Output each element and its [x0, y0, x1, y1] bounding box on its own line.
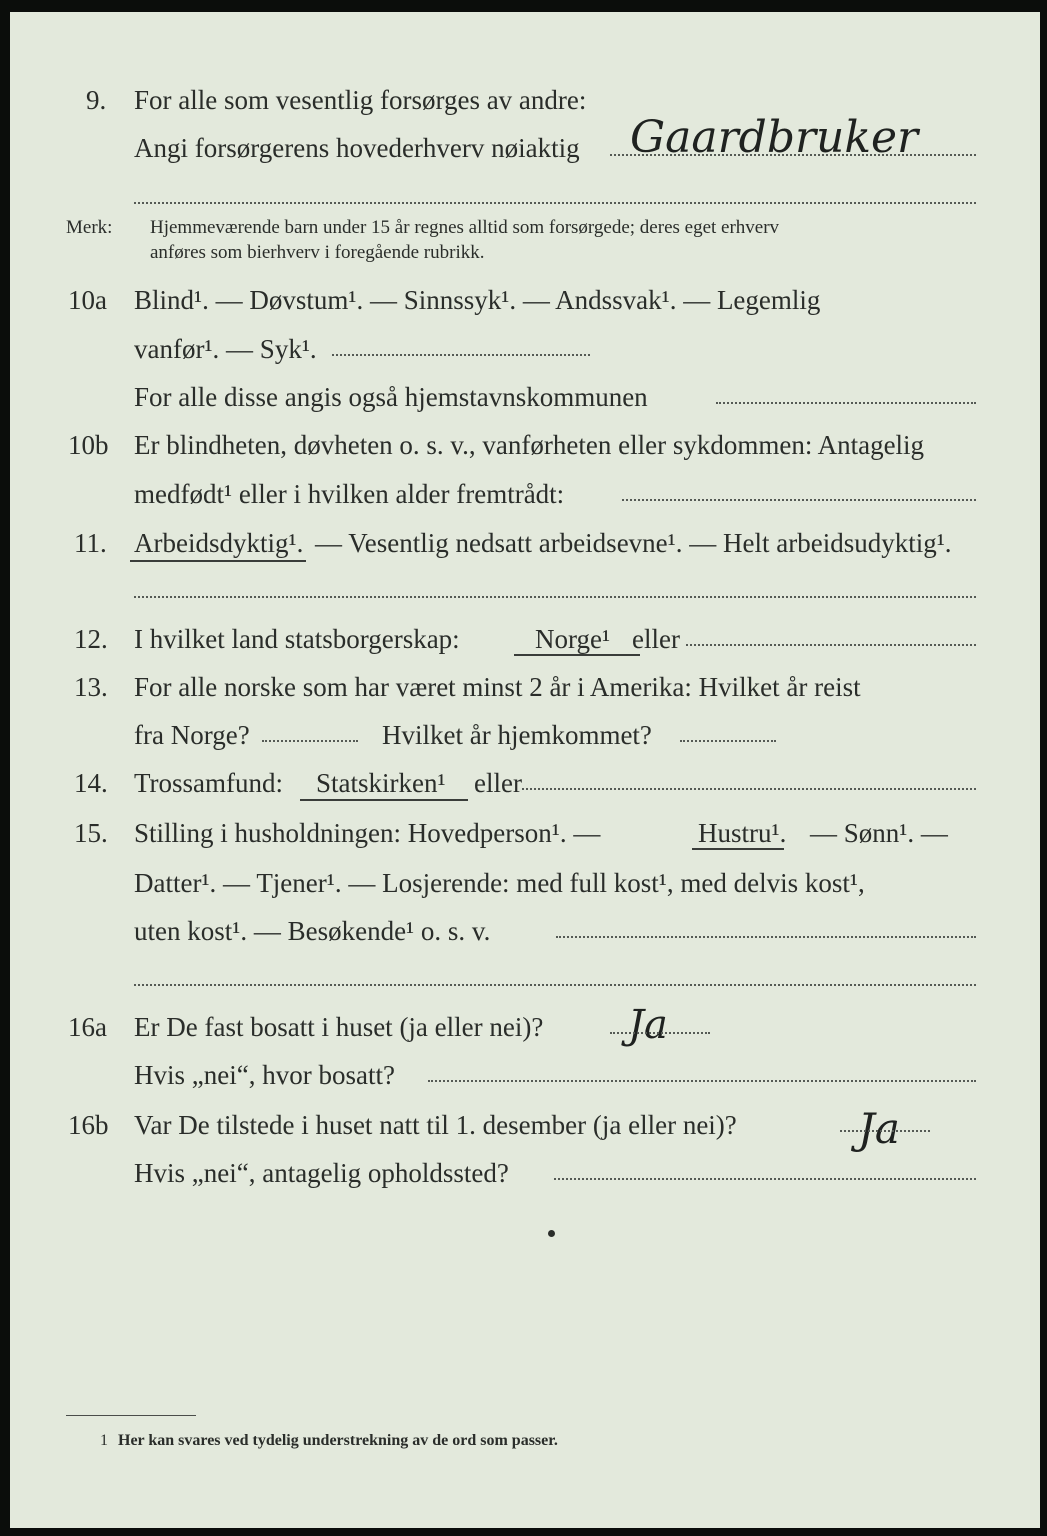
q14-answer-line — [522, 788, 976, 790]
q12-suffix: eller — [632, 624, 680, 654]
q16b-opholdssted-line — [554, 1178, 976, 1180]
q12-prefix: I hvilket land statsborgerskap: — [134, 624, 460, 654]
q10a-line3: For alle disse angis også hjemstavnskommunen — [134, 382, 648, 412]
q16b-answer-line — [840, 1130, 930, 1132]
q10a-number: 10a — [68, 285, 107, 315]
q12-number: 12. — [74, 624, 108, 654]
q11-extra-line — [134, 596, 976, 598]
q11-rest: — Vesentlig nedsatt arbeidsevne¹. — Helt arbeidsudyktig¹. — [315, 528, 952, 558]
q15-line1a: Stilling i husholdningen: Hovedperson¹. — — [134, 818, 601, 848]
q15-answer-line — [556, 936, 976, 938]
q16a-bosatt-line — [428, 1080, 976, 1082]
census-form-page — [10, 12, 1040, 1528]
q10a-syk-line — [332, 354, 590, 356]
q13-line2a: fra Norge? — [134, 720, 250, 750]
merk-line2: anføres som bierhverv i foregående rubrikk. — [150, 242, 485, 263]
q15-line3: uten kost¹. — Besøkende¹ o. s. v. — [134, 916, 491, 946]
q14-underline-mark — [300, 799, 468, 801]
q10b-answer-line — [622, 499, 976, 501]
q10b-line1: Er blindheten, døvheten o. s. v., vanførheten eller sykdommen: Antagelig — [134, 430, 925, 460]
merk-line1: Hjemmeværende barn under 15 år regnes alltid som forsørgede; deres eget erhverv — [150, 217, 780, 238]
q16b-line1: Var De tilstede i huset natt til 1. desember (ja eller nei)? — [134, 1110, 737, 1140]
footnote-text: Her kan svares ved tydelig understrekning av de ord som passer. — [118, 1432, 558, 1449]
q9-handwritten-answer: Gaardbruker — [630, 112, 919, 163]
q14-prefix: Trossamfund: — [134, 768, 284, 798]
q10a-kommune-line — [716, 402, 976, 404]
q16b-line2: Hvis „nei“, antagelig opholdssted? — [134, 1158, 509, 1188]
q15-line1c: — Sønn¹. — — [810, 818, 948, 848]
q11-option-arbeidsdyktig: Arbeidsdyktig¹. — [134, 528, 304, 558]
q15-number: 15. — [74, 818, 108, 848]
q13-reist-line — [262, 740, 358, 742]
merk-label: Merk: — [66, 217, 113, 238]
q16a-number: 16a — [68, 1012, 107, 1042]
q14-suffix: eller — [474, 768, 522, 798]
q15-underline-mark — [692, 848, 784, 850]
q9-line1: For alle som vesentlig forsørges av andre: — [134, 85, 587, 115]
footnote-mark: 1 — [100, 1432, 108, 1449]
q9-answer-line — [610, 154, 976, 156]
q12-answer-line — [686, 644, 976, 646]
q9-line2: Angi forsørgerens hovederhverv nøiaktig — [134, 133, 580, 163]
q15-line2: Datter¹. — Tjener¹. — Losjerende: med full kost¹, med delvis kost¹, — [134, 868, 865, 898]
q11-underline-mark — [130, 560, 306, 562]
q10b-number: 10b — [68, 430, 109, 460]
q13-line2b: Hvilket år hjemkommet? — [382, 720, 652, 750]
q11-number: 11. — [74, 528, 107, 558]
q15-extra-line — [134, 984, 976, 986]
q14-number: 14. — [74, 768, 108, 798]
q10b-line2: medfødt¹ eller i hvilken alder fremtrådt: — [134, 479, 565, 509]
q14-option-statskirken: Statskirken¹ — [316, 768, 446, 798]
ink-dot — [548, 1230, 555, 1237]
q15-option-hustru: Hustru¹. — [698, 818, 787, 848]
q16a-handwritten-answer: Ja — [628, 1002, 668, 1048]
q16b-handwritten-answer: Ja — [858, 1104, 900, 1153]
q10a-line2: vanfør¹. — Syk¹. — [134, 334, 317, 364]
q16a-line2: Hvis „nei“, hvor bosatt? — [134, 1060, 395, 1090]
q9-extra-line — [134, 202, 976, 204]
q16a-answer-line — [610, 1032, 710, 1034]
q12-option-norge: Norge¹ — [535, 624, 611, 654]
q10a-line1: Blind¹. — Døvstum¹. — Sinnssyk¹. — Andssvak¹. — Legemlig — [134, 285, 821, 315]
q13-number: 13. — [74, 672, 108, 702]
q13-hjemkommet-line — [680, 740, 776, 742]
footnote-rule — [66, 1415, 196, 1416]
q16b-number: 16b — [68, 1110, 109, 1140]
q13-line1: For alle norske som har været minst 2 år i Amerika: Hvilket år reist — [134, 672, 861, 702]
q16a-line1: Er De fast bosatt i huset (ja eller nei)? — [134, 1012, 544, 1042]
q9-number: 9. — [86, 85, 107, 115]
q12-underline-mark — [514, 654, 640, 656]
